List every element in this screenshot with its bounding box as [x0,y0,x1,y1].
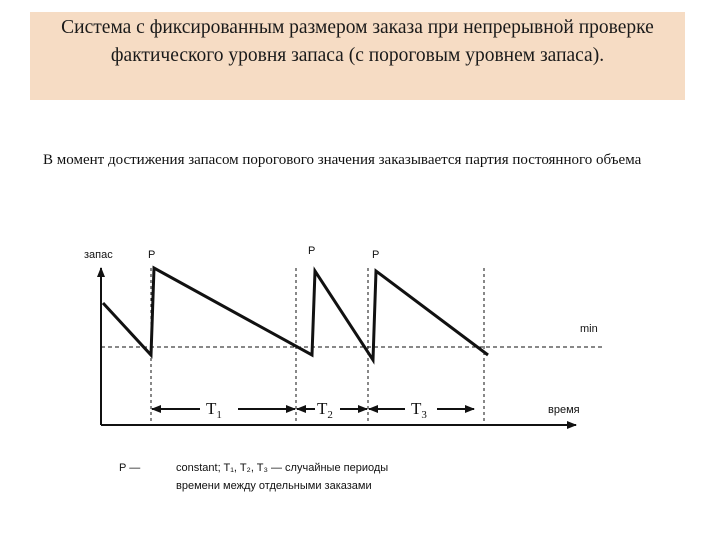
period-label-t1: $T_1$ [206,399,222,421]
order-point-label: P [308,245,316,257]
order-point-label: P [372,249,380,261]
legend-symbol: P — [119,462,141,474]
legend-line-1: constant; T₁, T₂, T₃ — случайные периоды [176,462,389,474]
slide-title: Система с фиксированным размером заказа при непрерывной проверке фактического уровня запаса (с пороговым уровнем запаса). [61,17,654,66]
legend-line-2: времени между отдельными заказами [176,480,372,492]
slide-subtitle: В момент достижения запасом порогового значения заказывается партия постоянного объема [43,152,642,168]
x-axis-label: время [548,404,580,416]
y-axis-label: запас [84,249,113,261]
period-label-t2: $T_2$ [317,399,333,421]
period-label-t3: $T_3$ [411,399,427,421]
order-point-label: P [148,249,156,261]
threshold-label: min [580,323,598,335]
